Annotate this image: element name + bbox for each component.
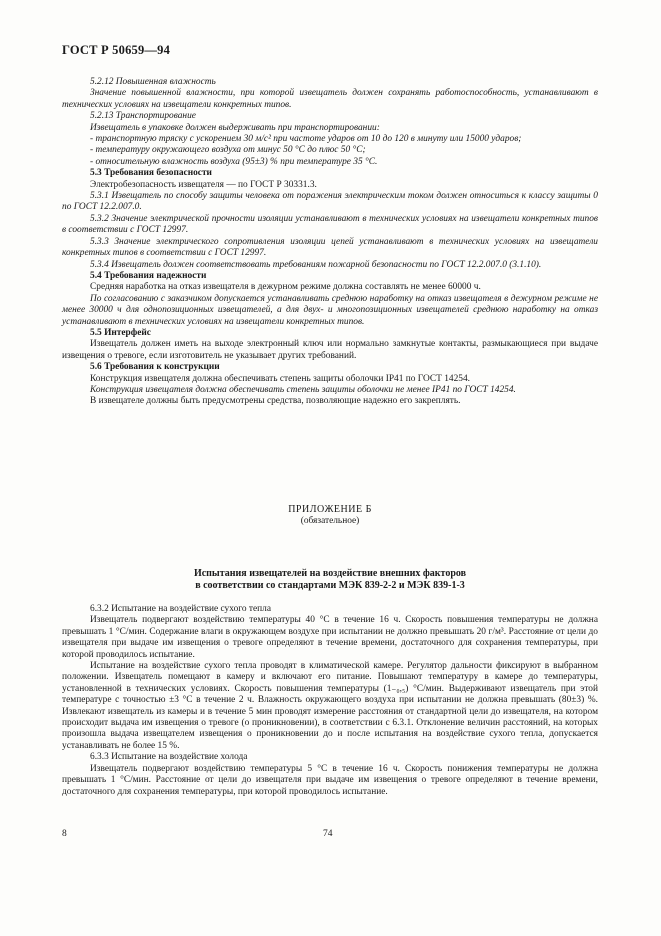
section2-paragraph: Извещатель подвергают воздействию температуры 5 °С в течение 16 ч. Скорость понижения температуры не должна превышать 1 °С/мин. Расстояние от цели до извещателя при выдаче им извещения о тревоге определяют в течение времени, достаточного для сохранения температуры, при которой проводилось испытание. — [62, 763, 598, 797]
section1-paragraph: 5.2.12 Повышенная влажность — [90, 77, 216, 87]
section1-paragraph: Извещатель должен иметь на выходе электронный ключ или нормально замкнутые контакты, размыкающиеся при выдаче извещения о тревоге, если изготовитель не указывает других требований. — [62, 339, 598, 361]
section1-paragraph: 5.6 Требования к конструкции — [90, 362, 220, 373]
section-6-tests — [62, 604, 598, 798]
section2-paragraph: Извещатель подвергают воздействию температуры 40 °С в течение 16 ч. Скорость повышения температуры не должна превышать 1 °С/мин. Содержание влаги в окружающем воздухе при испытании не должно превышать 20 г/м³. Расстояние от цели до извещателя при выдаче им извещения о тревоге определяют в течение времени, достаточного для сохранения температуры, при которой проводилось испытание. — [62, 615, 598, 660]
section1-paragraph: 5.4 Требования надежности — [90, 270, 207, 281]
section1-paragraph: 5.3.1 Извещатель по способу защиты человека от поражения электрическим током должен относиться к классу защиты 0 по ГОСТ 12.2.007.0. — [62, 191, 598, 213]
section1-paragraph: 5.3.4 Извещатель должен соответствовать требованиям пожарной безопасности по ГОСТ 12.2.007.0 (3.1.10). — [90, 259, 542, 270]
section1-paragraph: 5.3.2 Значение электрической прочности изоляции устанавливают в технических условиях на извещатели конкретных типов в соответствии с ГОСТ 12997. — [62, 213, 598, 236]
section1-paragraph: Конструкция извещателя должна обеспечивать степень защиты оболочки не менее IP41 по ГОСТ 14254. — [90, 384, 516, 395]
footer-left-page-number: 8 — [62, 829, 67, 839]
section-5-requirements — [62, 77, 598, 408]
section2-paragraph: 6.3.2 Испытание на воздействие сухого тепла — [90, 604, 272, 614]
appendix-subtitle: (обязательное) — [300, 516, 360, 526]
section1-paragraph: По согласованию с заказчиком допускается устанавливать среднюю наработку на отказ извещателя в дежурном режиме не менее 30000 ч для однопозиционных извещателей, а для двух- и многопозиционных извещателей среднюю наработку на отказ устанавливают в технических условиях на извещатели конкретных типов. — [62, 293, 598, 327]
appendix-heading — [62, 568, 598, 592]
section2-paragraph: 6.3.3 Испытание на воздействие холода — [90, 752, 248, 763]
section1-paragraph: Значение повышенной влажности, при которой извещатель должен сохранять работоспособность, устанавливают в технических условиях на извещатели конкретных типов. — [62, 88, 598, 110]
section1-paragraph: Конструкция извещателя должна обеспечивать степень защиты оболочки IP41 по ГОСТ 14254. — [90, 373, 470, 384]
appendix-title: ПРИЛОЖЕНИЕ Б — [288, 504, 372, 515]
section1-paragraph: - температуру окружающего воздуха от минус 50 °С до плюс 50 °С; — [90, 145, 366, 156]
section2-paragraph: Испытание на воздействие сухого тепла проводят в климатической камере. Регулятор дальности фиксируют в выбранном положении. Извещатель помещают в камеру и включают его питание. Повышают температуру в камере до температуры, установленной в технических условиях. Скорость повышения температуры (1₋₀,₅) °С/мин. Выдерживают извещатель при этой температуре с точностью ±3 °С в течение 2 ч. Влажность окружающего воздуха при испытании не должна превышать (80±3) %. Извлекают извещатель из камеры и в течение 5 мин проводят измерение расстояния от стандартной цели до извещателя, на котором происходит выдача им извещения о тревоге (о проникновении), в соответствии с 6.3.1. Отклонение величин расстояний, на которых произошла выдача извещателем извещения о проникновении до и после испытания на воздействие сухого тепла, допускается устанавливать не более 15 %. — [62, 661, 598, 751]
section1-paragraph: 5.2.13 Транспортирование — [90, 111, 196, 122]
section1-paragraph: - транспортную тряску с ускорением 30 м/с² при частоте ударов от 10 до 120 в минуту или 15000 ударов; — [90, 134, 522, 145]
section1-paragraph: 5.3.3 Значение электрического сопротивления изоляции цепей устанавливают в технических условиях на извещатели конкретных типов в соответствии с ГОСТ 12997. — [62, 236, 598, 259]
footer-page-number: 74 — [323, 829, 333, 839]
section1-paragraph: В извещателе должны быть предусмотрены средства, позволяющие надежно его закреплять. — [90, 396, 461, 407]
section1-paragraph: - относительную влажность воздуха (95±3) % при температуре 35 °С. — [90, 156, 378, 167]
section1-paragraph: Средняя наработка на отказ извещателя в дежурном режиме должна составлять не менее 60000 ч. — [90, 282, 481, 293]
appendix-heading-line1: Испытания извещателей на воздействие внешних факторов — [193, 568, 467, 579]
section1-paragraph: 5.5 Интерфейс — [90, 327, 151, 338]
appendix-heading-line2: в соответствии со стандартами МЭК 839-2-2 и МЭК 839-1-3 — [195, 580, 465, 591]
section1-paragraph: Извещатель в упаковке должен выдерживать при транспортировании: — [90, 122, 380, 133]
section1-paragraph: Электробезопасность извещателя — по ГОСТ Р 30331.3. — [90, 179, 317, 190]
page-header: ГОСТ Р 50659—94 — [62, 43, 171, 57]
section1-paragraph: 5.3 Требования безопасности — [90, 168, 212, 179]
